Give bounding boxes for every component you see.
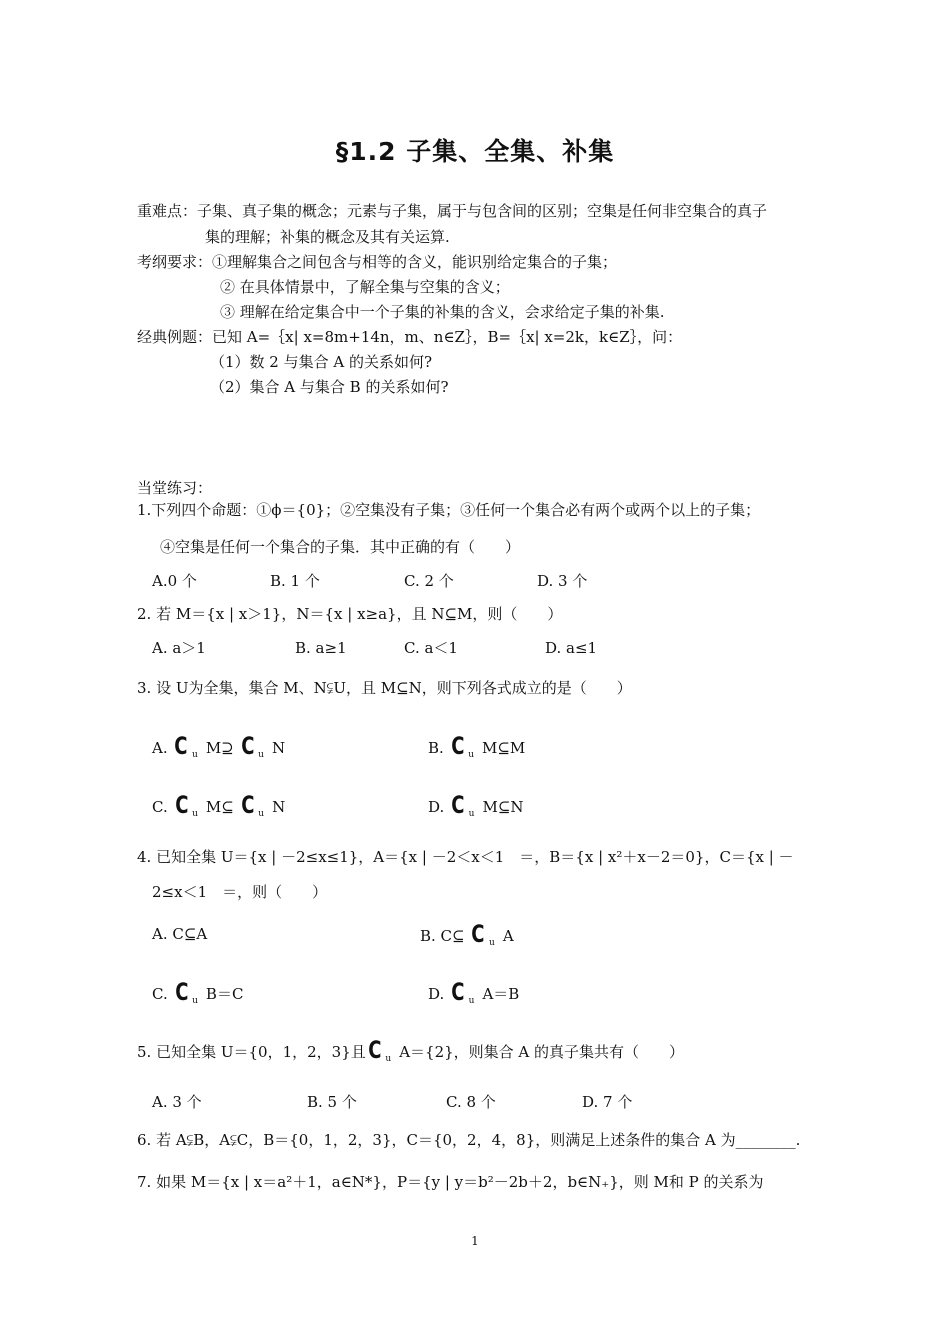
practice-heading: 当堂练习： [137, 479, 213, 497]
question-4-line-2: 2≤x＜1 ＝，则（ ） [152, 883, 328, 901]
question-3-option-a: A. C $_u$ M⊇ C $_u$ N [152, 732, 286, 760]
question-1-option-b: B. 1 个 [270, 572, 320, 590]
question-7: 7. 如果 M＝{x | x＝a²＋1，a∈N*}，P＝{y | y＝b²－2b＋2，b∈N₊}，则 M和 P 的关系为 [137, 1173, 764, 1191]
requirements-line-1: 考纲要求：①理解集合之间包含与相等的含义，能识别给定集合的子集； [137, 253, 618, 271]
question-1-option-d: D. 3 个 [537, 572, 588, 590]
complement-icon: C [471, 920, 485, 948]
question-3-option-c: C. C $_u$ M⊆ C $_u$ N [152, 791, 286, 819]
page-title: §1.2 子集、全集、补集 [335, 137, 615, 166]
complement-icon: C [174, 732, 188, 760]
question-4-option-c: C. C $_u$ B＝C [152, 978, 244, 1006]
complement-icon: C [174, 978, 188, 1006]
question-2-option-c: C. a＜1 [404, 639, 458, 657]
example-question-2: （2）集合 A 与集合 B 的关系如何? [210, 378, 449, 396]
question-4-option-b: B. C⊆ C $_u$ A [420, 920, 514, 948]
question-5-option-b: B. 5 个 [307, 1093, 357, 1111]
question-3-option-b: B. C $_u$ M⊆M [428, 732, 526, 760]
question-1-option-a: A.0 个 [152, 572, 197, 590]
question-5-option-c: C. 8 个 [446, 1093, 496, 1111]
complement-icon: C [174, 791, 188, 819]
complement-icon: C [450, 732, 464, 760]
question-3-option-d: D. C $_u$ M⊆N [428, 791, 524, 819]
question-6: 6. 若 A⫋B，A⫋C，B＝{0，1，2，3}，C＝{0，2，4，8}，则满足上述条件的集合 A 为________. [137, 1131, 801, 1149]
complement-icon: C [240, 732, 254, 760]
complement-icon: C [367, 1036, 382, 1064]
complement-icon: C [240, 791, 255, 819]
key-points-line-1: 重难点：子集、真子集的概念；元素与子集，属于与包含间的区别；空集是任何非空集合的真子 [137, 202, 768, 220]
question-2-option-b: B. a≥1 [295, 639, 347, 657]
question-4-option-a: A. C⊆A [152, 925, 208, 943]
requirements-line-3: ③ 理解在给定集合中一个子集的补集的含义，会求给定子集的补集. [220, 303, 665, 321]
question-3: 3. 设 U为全集，集合 M、N⫋U，且 M⊆N，则下列各式成立的是（ ） [137, 679, 632, 697]
question-5: 5. 已知全集 U＝{0，1，2，3}且C $_u$ A＝{2}，则集合 A 的真子集共有（ ） [137, 1036, 685, 1064]
page-number: 1 [471, 1234, 479, 1248]
question-1-option-c: C. 2 个 [404, 572, 454, 590]
question-2-option-a: A. a＞1 [152, 639, 206, 657]
question-5-option-d: D. 7 个 [582, 1093, 633, 1111]
complement-icon: C [451, 978, 465, 1006]
question-1-line-1: 1.下列四个命题：①ϕ＝{0}；②空集没有子集；③任何一个集合必有两个或两个以上的子集； [137, 501, 761, 519]
question-4-line-1: 4. 已知全集 U＝{x | －2≤x≤1}，A＝{x | －2＜x＜1 ＝，B＝{x | x²＋x－2＝0}，C＝{x | － [137, 848, 794, 866]
requirements-line-2: ② 在具体情景中，了解全集与空集的含义； [220, 278, 510, 296]
key-points-line-2: 集的理解；补集的概念及其有关运算. [205, 228, 450, 246]
example-question-1: （1）数 2 与集合 A 的关系如何? [210, 353, 433, 371]
question-4-option-d: D. C $_u$ A＝B [428, 978, 520, 1006]
complement-icon: C [451, 791, 465, 819]
example-statement: 经典例题：已知 A=｛x| x=8m+14n，m、n∈Z｝，B=｛x| x=2k，k∈Z｝，问： [137, 328, 683, 346]
question-2: 2. 若 M＝{x | x＞1}，N＝{x | x≥a}，且 N⊆M，则（ ） [137, 605, 563, 623]
question-2-option-d: D. a≤1 [545, 639, 598, 657]
question-5-option-a: A. 3 个 [152, 1093, 202, 1111]
question-1-line-2: ④空集是任何一个集合的子集．其中正确的有（ ） [160, 538, 521, 556]
